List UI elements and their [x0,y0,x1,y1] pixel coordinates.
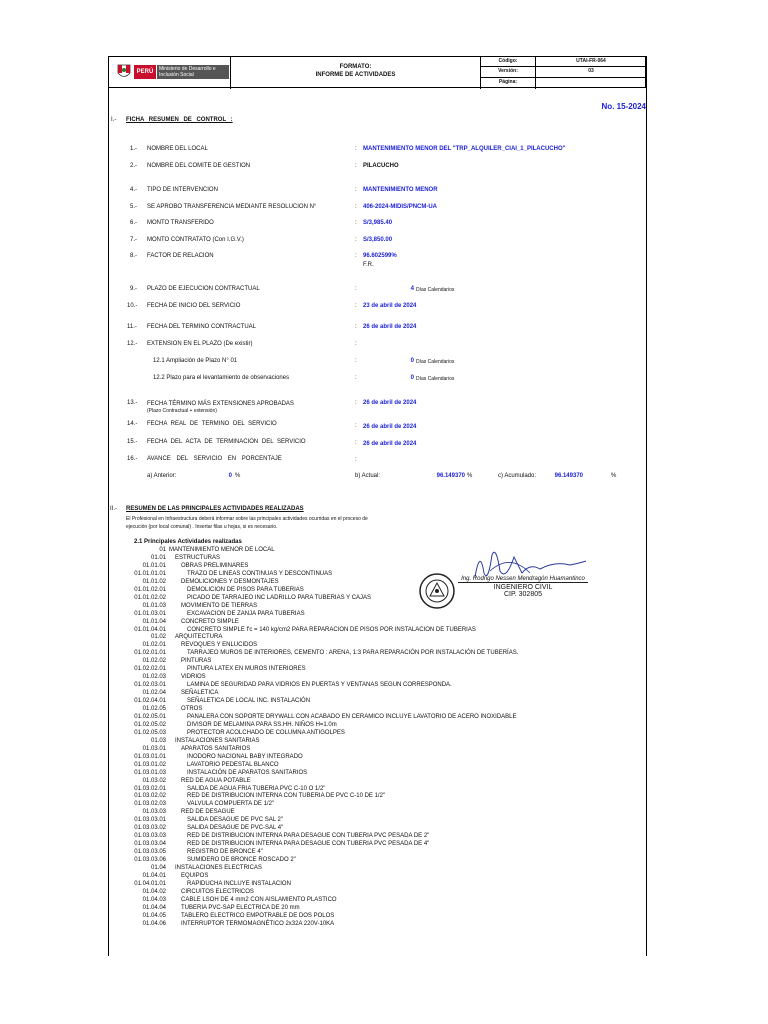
activity-code: 01 [159,547,166,553]
field-colon: : [355,440,357,446]
field-value: 4 [410,286,414,292]
activity-desc: INODORO NACIONAL BABY INTEGRADO [187,753,303,760]
activity-code: 01.02.05.03 [134,729,166,736]
activity-desc: DEMOLICION DE PISOS PARA TUBERIAS [187,586,304,593]
field-colon: : [355,187,357,193]
activity-code: 01.04.04 [142,904,166,911]
activity-desc: PINTURAS [181,658,212,665]
activity-code: 01.01.01 [142,562,166,569]
field-colon: : [355,204,357,210]
activity-desc: OTROS [181,706,203,712]
activity-code: 01.03.02 [142,777,166,784]
activity-desc: INSTALACIONES SANITARIAS [175,737,260,744]
field-colon: : [355,286,357,292]
code-label: Código: [498,58,518,64]
progress-curr-label: b) Actual: [355,473,381,479]
activity-code: 01.03.03.04 [134,841,166,848]
section2-note-2: ejecución (por local comunal) . Insertar filas u hojas, si es necesario. [126,524,278,530]
activity-code: 01.02.03 [142,674,166,681]
field-num: 16.- [127,456,138,462]
field-value: 23 de abril de 2024 [363,303,417,309]
activity-desc: LAVATORIO PEDESTAL BLANCO [187,761,279,768]
version-label: Versión: [498,68,518,74]
activity-code: 01.03.01 [142,745,166,752]
progress-curr-unit: % [467,473,473,479]
stamp-title: INGENIERO CIVIL [493,584,553,591]
field-unit: Días Calendarios [416,287,455,293]
activity-code: 01.03.01.01 [134,753,166,760]
activity-desc: PINTURA LATEX EN MUROS INTERIORES [187,666,306,673]
activity-code: 01.02.02 [142,658,166,665]
field-value: MANTENIMIENTO MENOR DEL "TRP_ALQUILER_CIAI_1_PILACUCHO" [363,146,566,152]
activity-code: 01.03.03.06 [134,857,166,864]
activity-code: 01.04.06 [142,920,166,927]
header-divider-2 [480,56,481,89]
activity-desc: DEMOLICIONES Y DESMONTAJES [181,578,279,585]
field-colon: : [355,375,357,381]
activity-code: 01.01.04 [142,618,166,625]
activity-code: 01.01.03 [142,602,166,609]
activity-code: 01.03.03.02 [134,825,166,832]
activity-desc: CONCRETO SIMPLE [181,618,239,625]
field-label: SE APROBO TRANSFERENCIA MEDIANTE RESOLUCION N° [147,204,317,210]
progress-acc-value: 96.149370 [554,473,583,479]
activity-code: 01.01.01.01 [134,570,166,577]
ministry-logo [116,63,228,81]
activity-code: 01.03.03.05 [134,849,166,856]
field-label: FECHA TÉRMINO MÁS EXTENSIONES APROBADAS [147,401,294,407]
activity-desc: ARQUITECTURA [175,634,223,641]
activity-desc: OBRAS PRELIMINARES [181,562,249,569]
field-unit: Días Calendarios [416,359,455,365]
activity-code: 01.02.05.01 [134,713,166,720]
activity-code: 01.01.02.01 [134,586,166,593]
activity-desc: MOVIMIENTO DE TIERRAS [181,602,258,609]
activity-code: 01.01.03.01 [134,610,166,617]
activity-desc: SUMIDERO DE BRONCE ROSCADO 2" [187,857,296,864]
page-label: Página: [498,79,518,85]
activity-desc: PANALERA CON SOPORTE DRYWALL CON ACABADO EN CERAMICO INCLUYE LAVATORIO DE ACERO INOXIDABLE [187,713,517,720]
progress-prev-unit: % [235,473,241,479]
field-num: 2.- [130,163,138,169]
activity-code: 01.03.03.03 [134,833,166,840]
activity-code: 01.03.03 [142,809,166,816]
activity-desc: VALVULA COMPUERTA DE 1/2" [187,801,275,808]
field-num: 1.- [130,146,138,152]
activity-desc: CIRCUITOS ELECTRICOS [181,888,254,895]
field-colon: : [355,324,357,330]
activity-desc: RED DE DISTRIBUCION INTERNA PARA DESAGUE CON TUBERIA PVC PESADA DE 2" [187,833,430,840]
stamp-name: Ing. Rodrigo Nessen Mendragón Huamantinco [458,576,588,583]
activity-desc: SALIDA DE AGUA FRIA TUBERIA PVC C-10 O 1/2" [187,785,326,792]
page-border-right [646,56,647,956]
field-label: AVANCE DEL SERVICIO EN PORCENTAJE [147,456,282,462]
field-colon: : [355,253,357,259]
activity-desc: SALIDA DESAGUE DE PVC SAL 2" [187,817,283,824]
activity-code: 01.02.05.02 [134,721,166,728]
field-num: 8.- [130,253,138,259]
field-colon: : [355,163,357,169]
field-num: 5.- [130,204,138,210]
field-value: 26 de abril de 2024 [363,400,417,406]
activity-desc: TRAZO DE LINEAS CONTINUAS Y DESCONTINUAS [187,570,333,577]
field-value: 0 [410,375,414,381]
field-label: FECHA REAL DE TERMINO DEL SERVICIO [147,421,277,427]
field-label: EXTENSION EN EL PLAZO (De existir) [147,341,253,347]
activity-desc: RED DE DISTRIBUCION INTERNA PARA DESAGUE CON TUBERIA PVC PESADA DE 4" [187,841,430,848]
field-colon: : [355,457,357,463]
activity-code: 01.02.04.01 [134,698,166,705]
field-value: MANTENIMIENTO MENOR [363,187,438,193]
progress-curr-value: 96.149370 [436,473,465,479]
activity-desc: REGISTRO DE BRONCE 4" [187,849,263,856]
activity-code: 01.03.03.01 [134,817,166,824]
activity-desc: SEÑALETICA [181,690,219,697]
field-num: 7.- [130,237,138,243]
field-value: 26 de abril de 2024 [363,324,417,330]
peru-shield-icon [116,63,132,81]
progress-prev-label: a) Anterior: [147,473,177,479]
activity-code: 01.02.03.01 [134,682,166,689]
activity-desc: RAPIDUCHA INCLUYE INSTALACION [187,880,291,887]
progress-prev-value: 0 [228,473,232,479]
logo-country: PERÚ [134,65,156,79]
field-num: 10.- [127,303,138,309]
activity-code: 01.02.01.01 [134,650,166,657]
activity-desc: INSTALACIONES ELECTRICAS [175,865,262,871]
activity-desc: PROTECTOR ACOLCHADO DE COLUMNA ANTIGOLPES [187,729,345,736]
activity-code: 01.03.02.03 [134,801,166,808]
progress-acc-unit: % [611,473,617,479]
field-label: FECHA DEL TERMINO CONTRACTUAL [147,324,257,330]
activity-desc: EQUIPOS [181,872,209,879]
activity-code: 01.04.03 [142,896,166,903]
field-label: NOMBRE DEL LOCAL [147,146,208,152]
header-hline-1 [480,66,646,67]
field-label: MONTO CONTRATATO (Con I.G.V.) [147,237,244,243]
field-label: MONTO TRANSFERIDO [147,220,214,226]
code-value: UTAI-FR-064 [576,58,606,64]
field-num: 6.- [130,220,138,226]
activity-code: 01.02.02.01 [134,666,166,673]
activity-code: 01.02.05 [142,706,166,712]
field-value: S/3,850.00 [363,237,393,243]
activity-desc: RED DE DESAGUE [181,809,235,816]
field-colon: : [355,423,357,429]
field-num: 14.- [127,421,138,427]
field-label: FACTOR DE RELACION [147,253,214,259]
activity-desc: MANTENIMIENTO MENOR DE LOCAL [169,547,275,553]
page-border-left [108,56,109,956]
field-num: 12.- [127,341,138,347]
field-value: PILACUCHO [363,163,399,169]
section2-subtitle: 2.1 Principales Actividades realizadas [134,539,242,545]
field-num: 11.- [127,324,137,330]
field-value: 0 [410,358,414,364]
activity-code: 01.01.02 [142,578,166,585]
section2-num: II.- [110,506,117,512]
field-label: NOMBRE DEL COMITE DE GESTION [147,163,251,169]
activity-code: 01.01.02.02 [134,594,166,601]
activity-desc: SALIDA DESAGUE DE PVC-SAL 4" [187,825,284,832]
activity-code: 01.02.01 [142,642,166,649]
field-sub: (Plazo Contractual + extensión) [147,408,217,414]
field-colon: : [355,237,357,243]
activity-code: 01.03.02.01 [134,785,166,792]
activity-desc: VIDRIOS [181,674,206,681]
field-sub: F.R. [363,262,374,268]
activity-desc: INSTALACIÓN DE APARATOS SANITARIOS [187,769,308,776]
activity-code: 01.02 [150,634,166,641]
activity-desc: RED DE AGUA POTABLE [181,777,251,784]
field-value: 26 de abril de 2024 [363,441,417,447]
field-label: PLAZO DE EJECUCION CONTRACTUAL [147,286,260,292]
activity-desc: CONCRETO SIMPLE f'c = 140 kg/cm2 PARA REPARACION DE PISOS POR INSTALACION DE TUBERIAS [187,626,476,633]
engineer-stamp [458,576,588,598]
activity-code: 01.04.01 [142,872,166,879]
section1-num: I.- [111,117,117,123]
field-label: FECHA DE INICIO DEL SERVICIO [147,303,241,309]
activity-desc: CABLE LSOH DE 4 mm2 CON AISLAMIENTO PLASTICO [181,896,337,903]
activity-desc: ESTRUCTURAS [175,554,221,561]
activity-desc: TARRAJEO MUROS DE INTERIORES, CEMENTO : ARENA, 1:3 PARA REPARACIÓN POR INSTALACIÓN DE TUBERÍAS. [187,650,519,657]
field-num: 15.- [127,439,138,445]
activity-desc: INTERRUPTOR TERMOMAGNÉTICO 2x32A 220V-10KA [181,920,335,927]
field-value: 406-2024-MIDIS/PNCM-UA [363,204,438,210]
version-value: 03 [588,68,594,74]
field-label: 12.1 Ampliación de Plazo N° 01 [153,358,238,364]
activity-desc: REVOQUES Y ENLUCIDOS [181,642,258,649]
activity-desc: EXCAVACION DE ZANJA PARA TUBERIAS [187,610,305,617]
field-num: 13.- [127,400,138,406]
stamp-cip: CIP. 302805 [503,591,542,598]
field-value: S/3,985.40 [363,220,393,226]
activity-desc: LAMINA DE SEGURIDAD PARA VIDRIOS EN PUERTAS Y VENTANAS SEGUN CORRESPONDA. [187,682,452,689]
activity-code: 01.03 [150,737,166,744]
field-colon: : [355,220,357,226]
field-colon: : [355,400,357,406]
activity-desc: TUBERIA PVC-SAP ELECTRICA DE 20 mm [181,904,300,911]
field-colon: : [355,303,357,309]
progress-acc-label: c) Acumulado: [498,473,537,479]
field-unit: Días Calendarios [416,376,455,382]
field-colon: : [355,146,357,152]
field-colon: : [355,341,357,347]
activity-desc: TABLERO ELECTRICO EMPOTRABLE DE DOS POLOS [181,912,335,919]
section2-note-1: El Profesional en Infraestructura deberá informar sobre las principales actividades ocurridas en el proceso de [126,516,368,522]
section2-title: RESUMEN DE LAS PRINCIPALES ACTIVIDADES REALIZADAS [126,506,304,512]
field-label: 12.2 Plazo para el levantamiento de observaciones [153,375,290,381]
official-seal-icon [418,572,456,610]
activity-code: 01.03.01.02 [134,761,166,768]
activity-code: 01.01 [150,554,166,561]
format-label: FORMATO: [339,64,372,70]
activity-code: 01.03.02.02 [134,793,166,800]
activity-desc: PICADO DE TARRAJEO INC LADRILLO PARA TUBERIAS Y CAJAS [187,594,372,601]
activity-code: 01.03.01.03 [134,769,166,776]
activity-code: 01.02.04 [142,690,166,697]
field-value: 96.602599% [363,253,397,259]
section1-title: FICHA RESUMEN DE CONTROL : [126,117,233,123]
report-number: No. 15-2024 [601,102,646,111]
field-label: FECHA DEL ACTA DE TERMINACION DEL SERVICIO [147,439,306,445]
activity-desc: APARATOS SANITARIOS [181,745,251,752]
format-title: INFORME DE ACTIVIDADES [315,72,396,78]
activity-desc: SEÑALETICA DE LOCAL INC. INSTALACIÓN [187,698,311,705]
logo-ministry: Ministerio de Desarrollo e Inclusión Social [157,65,229,79]
activity-desc: RED DE DISTRIBUCION INTERNA CON TUBERIA DE PVC C-10 DE 1/2" [187,793,386,800]
activity-desc: DIVISOR DE MELAMINA PARA SS.HH. NIÑOS H=1.0m [187,721,337,728]
activity-code: 01.04.02 [142,888,166,895]
field-num: 4.- [130,187,138,193]
field-colon: : [355,358,357,364]
activity-code: 01.04.01.01 [134,880,166,887]
activity-code: 01.04.05 [142,912,166,919]
activity-code: 01.04 [150,865,166,871]
field-label: TIPO DE INTERVENCION [147,187,218,193]
activity-code: 01.01.04.01 [134,626,166,633]
header-hline-2 [480,77,646,78]
field-value: 26 de abril de 2024 [363,424,417,430]
field-num: 9.- [130,286,138,292]
